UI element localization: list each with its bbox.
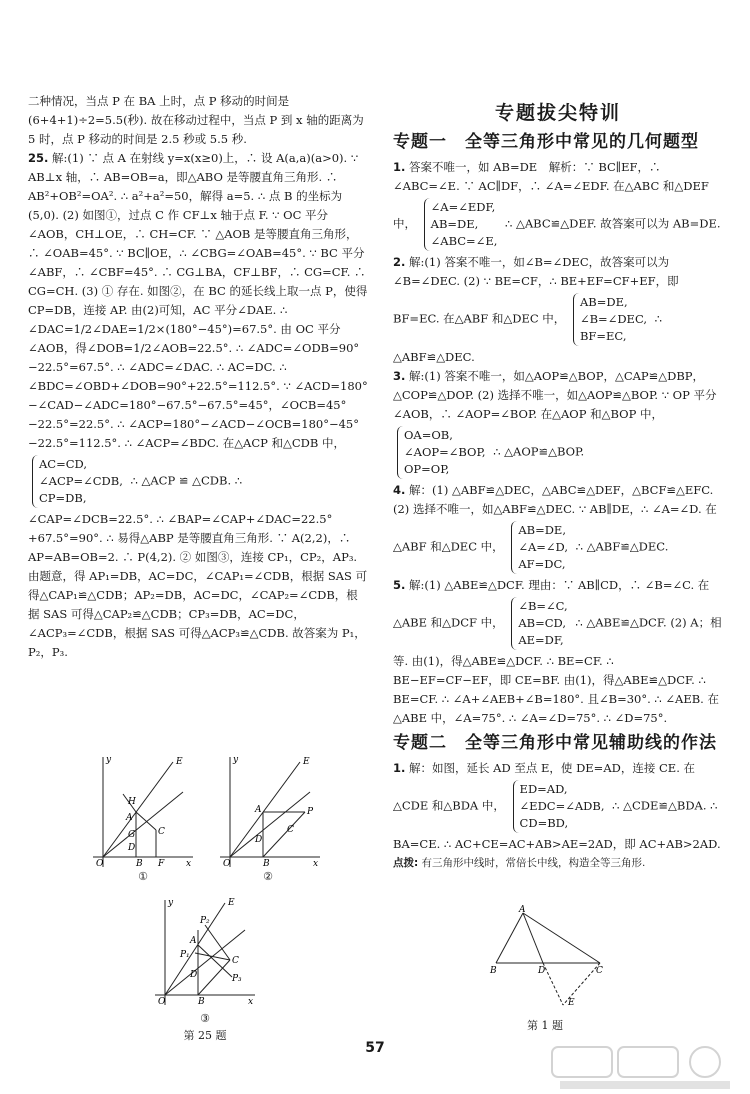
figure-label: ① <box>138 870 148 883</box>
question-number: 5. <box>393 578 406 592</box>
system-line: CD=BD, <box>519 816 569 830</box>
svg-text:E: E <box>568 998 575 1008</box>
svg-text:B: B <box>263 859 270 869</box>
solution-text: 解:(1) △ABE≌△DCF. 理由：∵ AB∥CD，∴ ∠B=∠C. 在△ABE 和△DCF 中， <box>393 578 710 630</box>
system-line: ∠AOP=∠BOP, <box>404 445 486 459</box>
system-line: AE=DF, <box>518 633 564 647</box>
svg-text:P₃: P₃ <box>232 974 242 984</box>
solution-text: 答案不唯一，如 AB=DE 解析：∵ BC∥EF，∴ ∠ABC=∠E. ∵ AC∥DF，∴ ∠A=∠EDF. 在△ABC 和△DEF 中， <box>393 160 709 231</box>
system-line: ∠ABC=∠E, <box>430 234 498 248</box>
system-line: OP=OP, <box>404 462 450 476</box>
page-number: 57 <box>365 1040 385 1056</box>
equation-system <box>32 455 123 508</box>
watermark-logo <box>550 1045 740 1091</box>
question-number: 1. <box>393 160 406 174</box>
solution-4 <box>393 481 723 576</box>
question-number: 1. <box>393 761 406 775</box>
solution-text: 解:(1) ∵ 点 A 在射线 y=x(x≥0)上，∴ 设 A(a,a)(a>0). ∵ AB⊥x 轴，∴ AB=OB=a，即△ABO 是等腰直角三角形. ∴ AB²+OB²=OA². ∴ a²+a²=50，解得 a=5. ∴ 点 B 的坐标为(5,0). (2) 如图①，过点 C 作 CF⊥x 轴于点 F. ∵ OC 平分∠AOB，CH⊥OE，∴ CH=CF. ∵ △AOB 是等腰直角三角形，∴ ∠OAB=45°. ∵ BC∥OE，∴ ∠CBG=∠OAB=45°. ∵ BC 平分∠ABF，∴ ∠CBF=45°. ∴ CG⊥BA，CF⊥BF，∴ CG=CF. ∴ CG=CH. (3) ① 存在. 如图②，在 BC 的延长线上取一点 P，使得 CP=DB，连接 AP. 由(2)可知，AC 平分∠DAE. ∴ ∠DAC=1/2∠DAE=1/2×(180°−45°)=67.5°. 由 OC 平分∠AOB，得∠DOB=1/2∠AOB=22.5°. ∴ ∠ADC=∠ODB=90°−22.5°=67.5°. ∴ ∠ADC=∠DAC. ∴ AC=DC. ∴ ∠BDC=∠OBD+∠DOB=90°+22.5°=112.5°. ∵ ∠ACD=180°−∠CAD−∠ADC=180°−67.5°−67.5°=45°，∠OCB=45°−22.5°=22.5°. ∴ ∠ACP=180°−∠ACD−∠OCB=180°−45°−22.5°=112.5°. ∴ ∠ACP=∠BDC. 在△ACP 和△CDB 中， <box>28 151 368 450</box>
system-line: AB=CD, <box>518 616 566 630</box>
figure-caption: 第 25 题 <box>183 1029 227 1042</box>
solution-text: ∴ △AOP≌△BOP. <box>493 444 585 459</box>
question-number: 25. <box>28 151 49 165</box>
svg-text:F: F <box>158 859 165 869</box>
figure-label: ② <box>263 870 273 883</box>
tip <box>393 854 723 873</box>
figure-25-3 <box>150 895 260 1015</box>
svg-text:y: y <box>106 755 112 765</box>
system-line: ∠A=∠D, <box>518 540 568 554</box>
solution-text: ∴ △ABF≌△DEC. <box>575 539 669 554</box>
system-line: ∠EDC=∠ADB, <box>519 799 605 813</box>
equation-system <box>511 597 567 650</box>
figure-25-1 <box>88 752 198 872</box>
svg-text:P₁: P₁ <box>180 950 190 960</box>
solution-2 <box>393 253 723 367</box>
solution-text: 解:(1) 答案不唯一，如∠B=∠DEC，故答案可以为∠B=∠DEC. (2) ∵ BE=CF，∴ BE+EF=CF+EF，即 BF=EC. 在△ABF 和△DEC 中， <box>393 255 679 326</box>
solution-1 <box>393 158 723 253</box>
svg-text:E: E <box>176 757 183 767</box>
equation-system <box>511 521 568 574</box>
system-line: ∠B=∠C, <box>518 599 568 613</box>
tip-text: 有三角形中线时，常倍长中线，构造全等三角形. <box>421 857 646 869</box>
equation-system <box>513 780 605 833</box>
system-line: BF=EC, <box>579 329 627 343</box>
svg-text:D: D <box>538 966 546 976</box>
solution-3 <box>393 367 723 481</box>
system-line: AB=DE, <box>579 295 628 309</box>
equation-system <box>397 426 486 479</box>
figure-label: ③ <box>200 1012 210 1025</box>
topic-title: 专题一 全等三角形中常见的几何题型 <box>393 132 699 152</box>
svg-text:A: A <box>190 936 197 946</box>
svg-text:C: C <box>158 827 165 837</box>
svg-text:B: B <box>136 859 143 869</box>
svg-text:O: O <box>158 997 166 1007</box>
solution-t2-1 <box>393 759 723 854</box>
system-line: ∠B=∠DEC, <box>579 312 647 326</box>
svg-text:D: D <box>128 843 136 853</box>
svg-text:H: H <box>128 797 136 807</box>
svg-text:D: D <box>255 835 263 845</box>
svg-text:C: C <box>596 966 603 976</box>
system-line: ED=AD, <box>519 782 568 796</box>
tip-label: 点拨: <box>393 857 419 869</box>
svg-text:D: D <box>190 970 198 980</box>
system-line: ∠ACP=∠CDB, <box>39 474 123 488</box>
system-line: AC=CD, <box>39 457 88 471</box>
svg-text:B: B <box>198 997 205 1007</box>
solution-text: 解：(1) △ABF≌△DEC，△ABC≌△DEF，△BCF≌△EFC. (2) 选择不唯一，如△ABF≌△DEC. ∵ AB∥DE，∴ ∠A=∠D. 在△ABF 和△DEC 中， <box>393 483 717 554</box>
question-number: 4. <box>393 483 406 497</box>
system-line: AB=DE, <box>518 523 566 537</box>
svg-text:A: A <box>519 905 526 915</box>
figure-caption: 第 1 题 <box>527 1019 563 1032</box>
topic-title: 专题二 全等三角形中常见辅助线的作法 <box>393 733 717 753</box>
svg-text:x: x <box>248 997 254 1007</box>
solution-continuation: 二种情况，当点 P 在 BA 上时，点 P 移动的时间是(6+4+1)÷2=5.5(秒). 故在移动过程中，当点 P 到 x 轴的距离为 5 时，点 P 移动的时间是 2.5 秒或 5.5 秒. <box>28 94 364 146</box>
solution-text: ∴ △ACP ≌ △CDB. ∴ ∠CAP=∠DCB=22.5°. ∴ ∠BAP=∠CAP+∠DAC=22.5°+67.5°=90°. ∴ 易得△ABP 是等腰直角三角形. ∵ A(2,2)，∴ AP=AB=OB=2. ∴ P(4,2). ② 如图③，连接 CP₁，CP₂，AP₃. 由题意，得 AP₁=DB，AC=DC，∠CAP₁=∠CDB，根据 SAS 可得△CAP₁≌△CDB；AP₂=DB，AC=DC，∠CAP₂=∠CDB，根据 SAS 可得△CAP₂≌△CDB；CP₃=DB，AC=DC，∠ACP₃=∠CDB，根据 SAS 可得△ACP₃≌△CDB. 故答案为 P₁，P₂，P₃. <box>28 473 368 659</box>
svg-text:A: A <box>126 813 133 823</box>
question-number: 2. <box>393 255 406 269</box>
system-line: ∠A=∠EDF, <box>430 200 496 214</box>
solution-5 <box>393 576 723 728</box>
solution-text: 解：如图，延长 AD 至点 E，使 DE=AD，连接 CE. 在△CDE 和△BDA 中， <box>393 761 696 813</box>
svg-text:P₂: P₂ <box>200 916 210 926</box>
left-column <box>28 92 368 662</box>
solution-25 <box>28 149 368 662</box>
solution-text: ∴ △CDE≌△BDA. ∴ BA=CE. ∴ AC+CE=AC+AB>AE=2AD，即 AC+AB>2AD. <box>393 798 721 851</box>
svg-text:B: B <box>490 966 497 976</box>
equation-system <box>424 198 498 251</box>
svg-text:G: G <box>128 830 136 840</box>
system-line: AB=DE, <box>430 217 479 231</box>
figure-25-2 <box>215 752 325 872</box>
svg-text:y: y <box>233 755 239 765</box>
solution-text: ∴ △ABF≌△DEC. <box>393 311 662 364</box>
svg-text:E: E <box>303 757 310 767</box>
figure-t2-1 <box>488 905 608 1015</box>
svg-text:E: E <box>228 898 235 908</box>
system-line: CP=DB, <box>39 491 87 505</box>
solution-text: 解:(1) 答案不唯一，如△AOP≌△BOP，△CAP≌△DBP，△COP≌△DOP. (2) 选择不唯一，如△AOP≌△BOP. ∵ OP 平分∠AOB，∴ ∠AOP=∠BOP. 在△AOP 和△BOP 中， <box>393 369 717 421</box>
equation-system <box>573 293 647 346</box>
solution-text: ∴ △ABE≌△DCF. (2) A；相等. 由(1)，得△ABE≌△DCF. ∴ BE=CF. ∴ BE−EF=CF−EF，即 CE=BF. 由(1)，得△ABE≌△DCF. ∴ BE=CF. ∴ ∠A+∠AEB+∠B=180°. 且∠B=30°. ∴ ∠AEB. 在△ABE 中，∠A=75°. ∴ ∠A=∠D=75°. ∴ ∠D=75°. <box>393 615 722 725</box>
svg-text:y: y <box>168 898 174 908</box>
svg-text:P: P <box>307 807 314 817</box>
system-line: AF=DC, <box>518 557 566 571</box>
right-column <box>393 96 723 873</box>
svg-text:O: O <box>96 859 104 869</box>
svg-text:x: x <box>313 859 319 869</box>
svg-text:O: O <box>223 859 231 869</box>
question-number: 3. <box>393 369 406 383</box>
system-line: OA=OB, <box>404 428 453 442</box>
svg-text:A: A <box>255 805 262 815</box>
svg-text:C: C <box>232 956 239 966</box>
solution-text: ∴ △ABC≌△DEF. 故答案可以为 AB=DE. <box>505 216 721 231</box>
section-title: 专题拔尖特训 <box>494 102 621 124</box>
svg-text:C: C <box>287 825 294 835</box>
svg-text:x: x <box>186 859 192 869</box>
